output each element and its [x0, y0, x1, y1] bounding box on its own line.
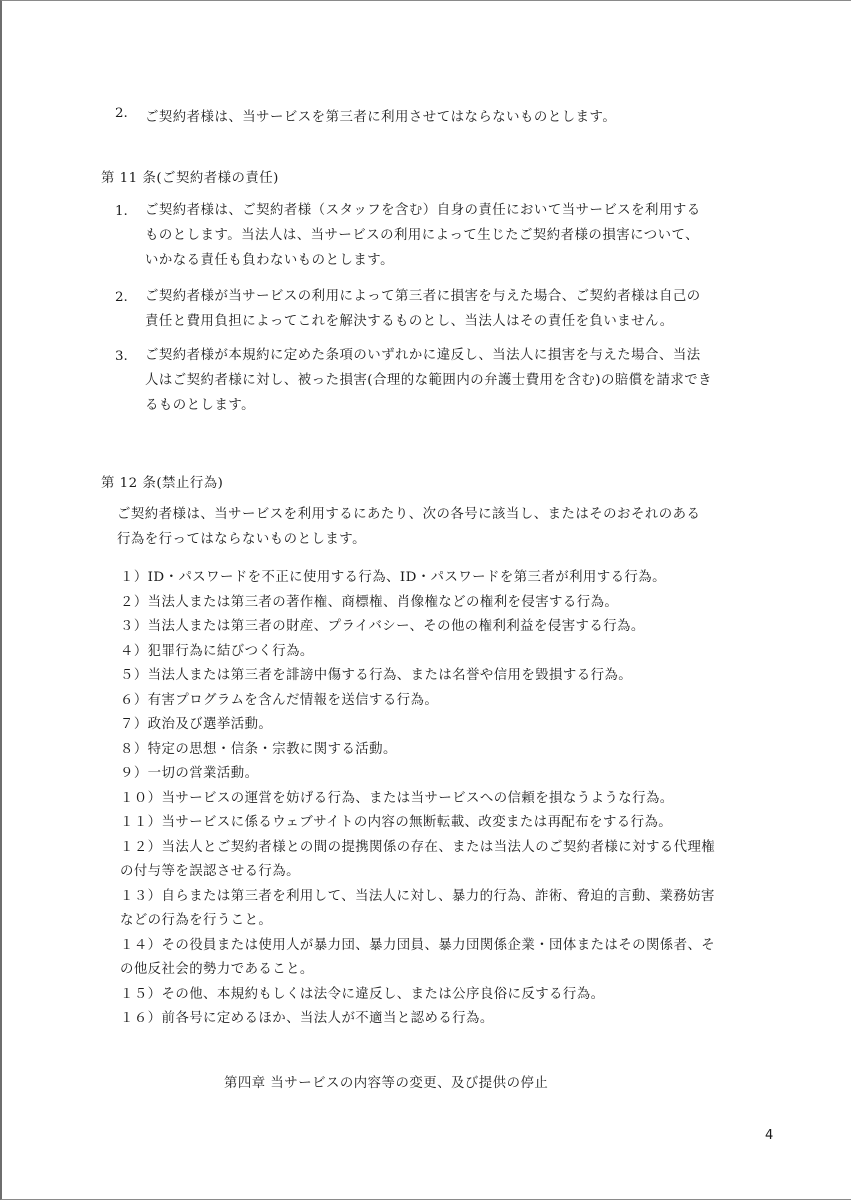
clause-text: ご契約者様は、当サービスを第三者に利用させてはならないものとします。 — [145, 110, 617, 125]
list-number: 2. — [115, 290, 128, 305]
prohibited-item: １１）当サービスに係るウェブサイトの内容の無断転載、改変または再配布をする行為。 — [120, 815, 673, 830]
list-number: 3. — [115, 349, 128, 364]
prohibited-item: １６）前各号に定めるほか、当法人が不適当と認める行為。 — [120, 1011, 494, 1026]
chapter-heading: 第四章 当サービスの内容等の変更、及び提供の停止 — [224, 1076, 549, 1091]
prohibited-item: ９）一切の営業活動。 — [120, 766, 259, 781]
page-number: 4 — [765, 1128, 774, 1143]
prohibited-item: １０）当サービスの運営を妨げる行為、または当サービスへの信頼を損なうような行為。 — [120, 791, 674, 806]
prohibited-item: １４）その役員または使用人が暴力団、暴力団員、暴力団関係企業・団体またはその関係者、そ — [120, 938, 716, 953]
prohibited-item: １）ID・パスワードを不正に使用する行為、ID・パスワードを第三者が利用する行為。 — [120, 570, 666, 585]
article-heading: 第 11 条(ご契約者様の責任) — [101, 171, 279, 186]
prohibited-item: ４）犯罪行為に結びつく行為。 — [120, 644, 314, 659]
prohibited-item: ３）当法人または第三者の財産、プライバシー、その他の権利利益を侵害する行為。 — [120, 619, 645, 634]
clause-text: ご契約者様が当サービスの利用によって第三者に損害を与えた場合、ご契約者様は自己の 責任と費用負担によってこれを解決するものとし、当法人はその責任を負いません。 — [145, 289, 701, 329]
clause-text: ご契約者様は、ご契約者様（スタッフを含む）自身の責任において当サービスを利用する ものとします。当法人は、当サービスの利用によって生じたご契約者様の損害について、 いかなる責任も負わないものとします。 — [145, 203, 701, 268]
prohibited-item: ８）特定の思想・信条・宗教に関する活動。 — [120, 742, 397, 757]
prohibited-item: １２）当法人とご契約者様との間の提携関係の存在、または当法人のご契約者様に対する代理権 — [120, 840, 716, 855]
prohibited-item: １５）その他、本規約もしくは法令に違反し、または公序良俗に反する行為。 — [120, 987, 605, 1002]
prohibited-item: の他反社会的勢力であること。 — [120, 962, 314, 977]
prohibited-item: ２）当法人または第三者の著作権、商標権、肖像権などの権利を侵害する行為。 — [120, 595, 619, 610]
clause-text: ご契約者様が本規約に定めた条項のいずれかに違反し、当法人に損害を与えた場合、当法 人はご契約者様に対し、被った損害(合理的な範囲内の弁護士費用を含む)の賠償を請求でき るものとします。 — [145, 348, 713, 413]
list-number: 2. — [115, 106, 128, 121]
article-heading: 第 12 条(禁止行為) — [101, 476, 224, 491]
prohibited-item: ６）有害プログラムを含んだ情報を送信する行為。 — [120, 693, 439, 708]
prohibited-item: ５）当法人または第三者を誹謗中傷する行為、または名誉や信用を毀損する行為。 — [120, 668, 633, 683]
list-number: 1. — [115, 204, 128, 219]
prohibited-item: ７）政治及び選挙活動。 — [120, 717, 273, 732]
prohibited-item: １３）自らまたは第三者を利用して、当法人に対し、暴力的行為、詐術、脅迫的言動、業務妨害 — [120, 889, 715, 904]
prohibited-item: の付与等を誤認させる行為。 — [120, 864, 300, 879]
article-intro: ご契約者様は、当サービスを利用するにあたり、次の各号に該当し、またはそのおそれのある 行為を行ってはならないものとします。 — [117, 507, 701, 547]
prohibited-item: などの行為を行うこと。 — [120, 913, 273, 928]
